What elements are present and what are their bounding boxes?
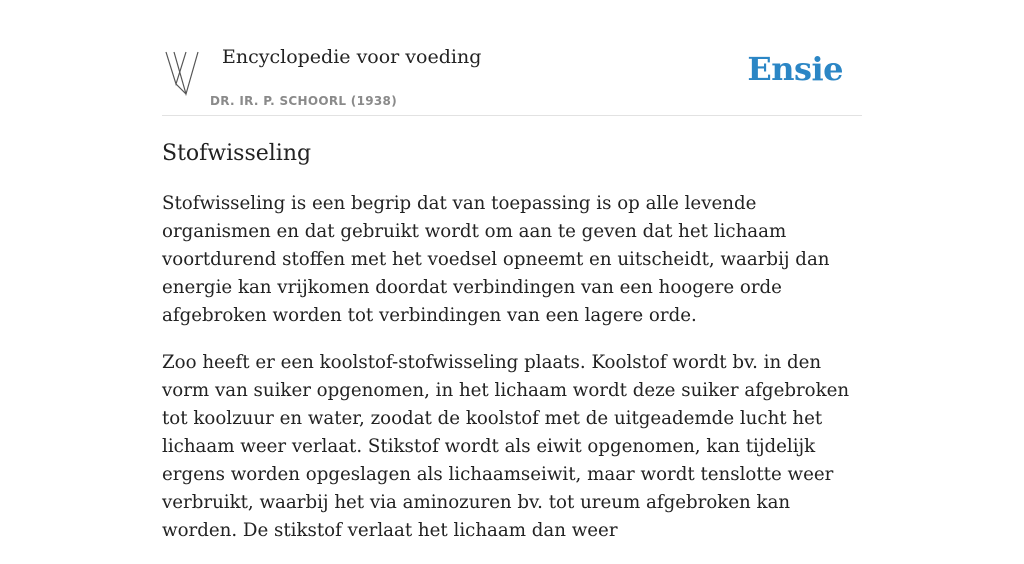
v-logo-icon[interactable] <box>164 48 208 98</box>
article-paragraph: Zoo heeft er een koolstof-stofwisseling plaats. Koolstof wordt bv. in den vorm van suiker opgenomen, in het lichaam wordt deze suiker afgebroken tot koolzuur en water, zoodat de koolstof met de uitgeademde lucht het lichaam weer verlaat. Stikstof wordt als eiwit opgenomen, kan tijdelijk ergens worden opgeslagen als lichaamseiwit, maar wordt tenslotte weer verbruikt, waarbij het via aminozuren bv. tot ureum afgebroken kan worden. De stikstof verlaat het lichaam dan weer <box>162 352 850 541</box>
article-paragraph: Stofwisseling is een begrip dat van toepassing is op alle levende organismen en dat gebruikt wordt om aan te geven dat het lichaam voortdurend stoffen met het voedsel opneemt en uitscheidt, waarbij dan energie kan vrijkomen doordat verbindingen van een hoogere orde afgebroken worden tot verbindingen van een lagere orde. <box>162 193 830 326</box>
article-title: Stofwisseling <box>162 141 312 166</box>
book-author: DR. IR. P. SCHOORL (1938) <box>210 94 397 108</box>
article <box>162 138 868 564</box>
book-header <box>162 40 862 116</box>
book-title[interactable]: Encyclopedie voor voeding <box>222 46 482 68</box>
brand-logo[interactable]: Ensie <box>747 50 843 88</box>
